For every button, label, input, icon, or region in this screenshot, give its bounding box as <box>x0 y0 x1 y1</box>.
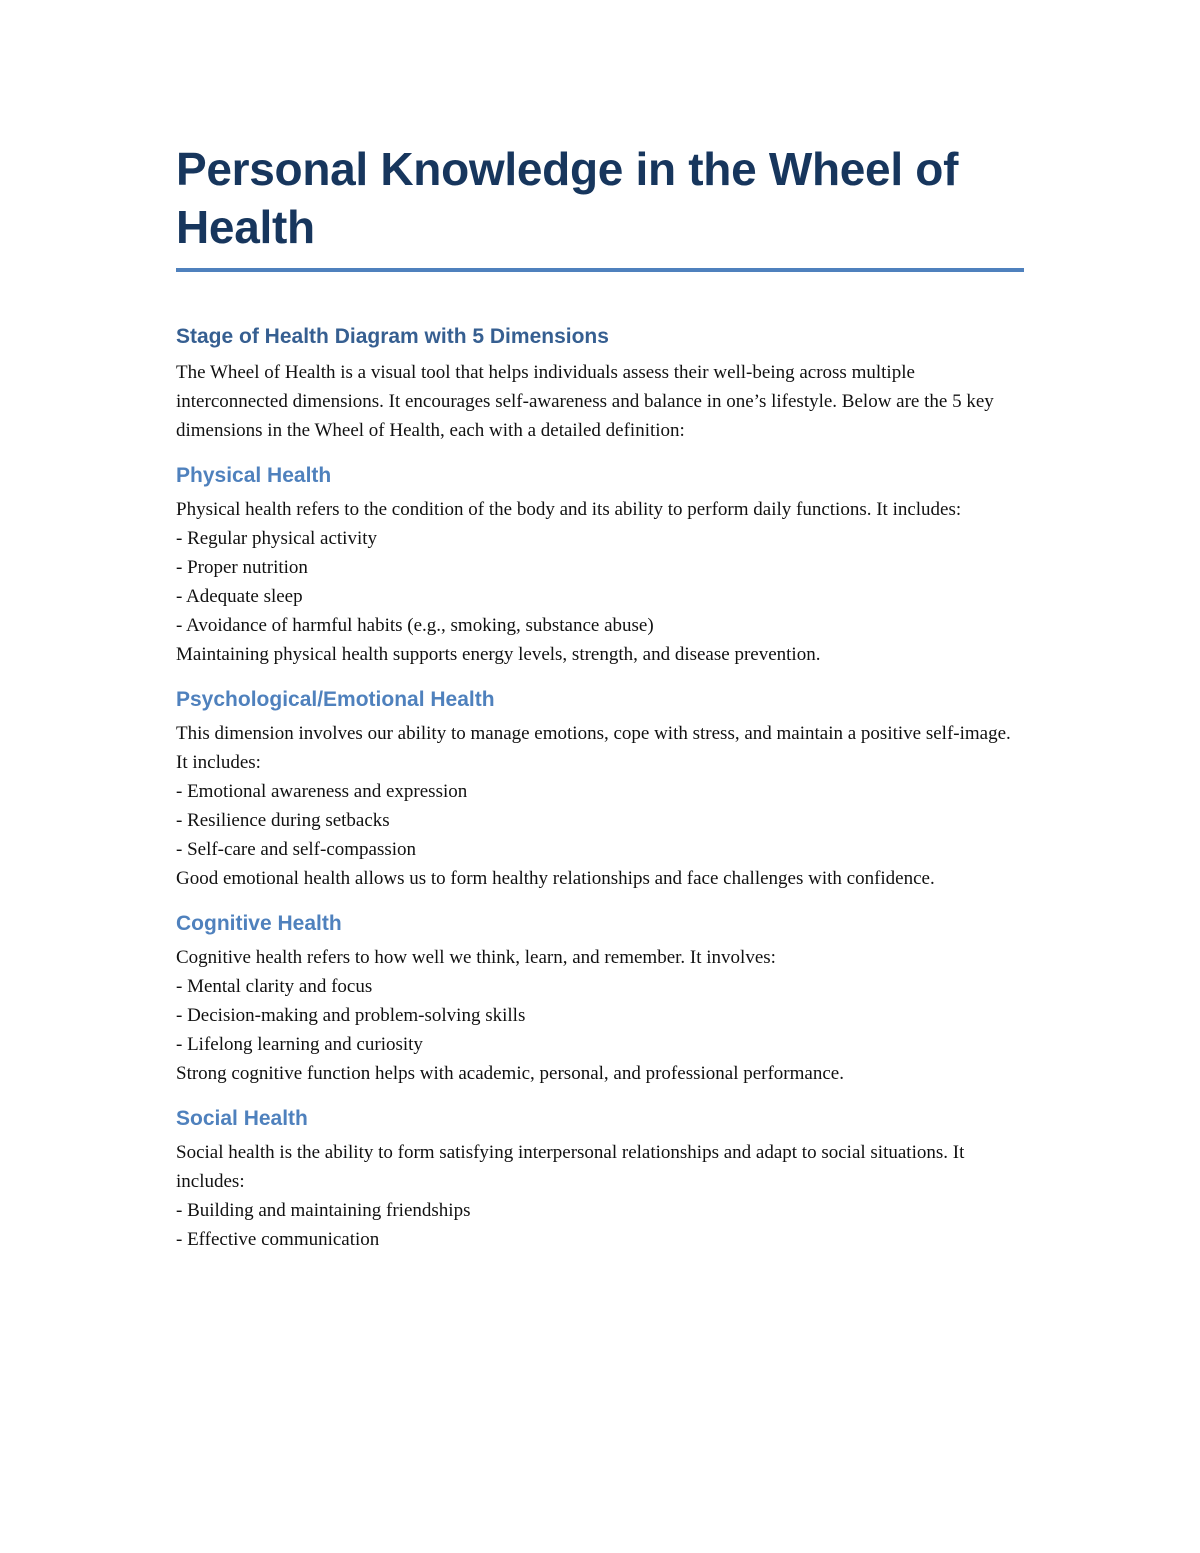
document-page <box>176 140 1024 1254</box>
list-item: - Effective communication <box>176 1229 380 1250</box>
section-lead: This dimension involves our ability to manage emotions, cope with stress, and maintain a positive self-image. It includes: <box>176 723 1011 773</box>
section-heading: Social Health <box>176 1107 308 1130</box>
list-item: - Regular physical activity <box>176 528 378 549</box>
section-physical-health <box>176 463 1024 669</box>
section-emotional-health <box>176 687 1024 893</box>
section-closing: Good emotional health allows us to form healthy relationships and face challenges with confidence. <box>176 868 935 889</box>
section-closing: Strong cognitive function helps with academic, personal, and professional performance. <box>176 1063 844 1084</box>
title-underline <box>176 268 1024 272</box>
intro-paragraph: The Wheel of Health is a visual tool that helps individuals assess their well-being across multiple interconnected dimensions. It encourages self-awareness and balance in one’s lifestyle. Below are the 5 key dimensions in the Wheel of Health, each with a detailed definition: <box>176 362 994 441</box>
list-item: - Proper nutrition <box>176 557 308 578</box>
list-item: - Lifelong learning and curiosity <box>176 1034 423 1055</box>
list-item: - Building and maintaining friendships <box>176 1200 471 1221</box>
section-heading: Physical Health <box>176 464 332 487</box>
list-item: - Self-care and self-compassion <box>176 839 417 860</box>
section-heading: Psychological/Emotional Health <box>176 688 495 711</box>
document-title: Personal Knowledge in the Wheel of Health <box>176 143 959 253</box>
section-lead: Cognitive health refers to how well we think, learn, and remember. It involves: <box>176 947 776 968</box>
section-lead: Physical health refers to the condition of the body and its ability to perform daily functions. It includes: <box>176 499 962 520</box>
section-lead: Social health is the ability to form satisfying interpersonal relationships and adapt to social situations. It includes: <box>176 1142 965 1192</box>
list-item: - Decision-making and problem-solving skills <box>176 1005 526 1026</box>
list-item: - Adequate sleep <box>176 586 303 607</box>
list-item: - Mental clarity and focus <box>176 976 373 997</box>
section-heading: Cognitive Health <box>176 912 342 935</box>
list-item: - Emotional awareness and expression <box>176 781 468 802</box>
section-cognitive-health <box>176 911 1024 1088</box>
intro-heading: Stage of Health Diagram with 5 Dimensions <box>176 325 609 348</box>
section-social-health <box>176 1106 1024 1254</box>
list-item: - Resilience during setbacks <box>176 810 390 831</box>
list-item: - Avoidance of harmful habits (e.g., smoking, substance abuse) <box>176 615 654 636</box>
section-closing: Maintaining physical health supports energy levels, strength, and disease prevention. <box>176 644 821 665</box>
